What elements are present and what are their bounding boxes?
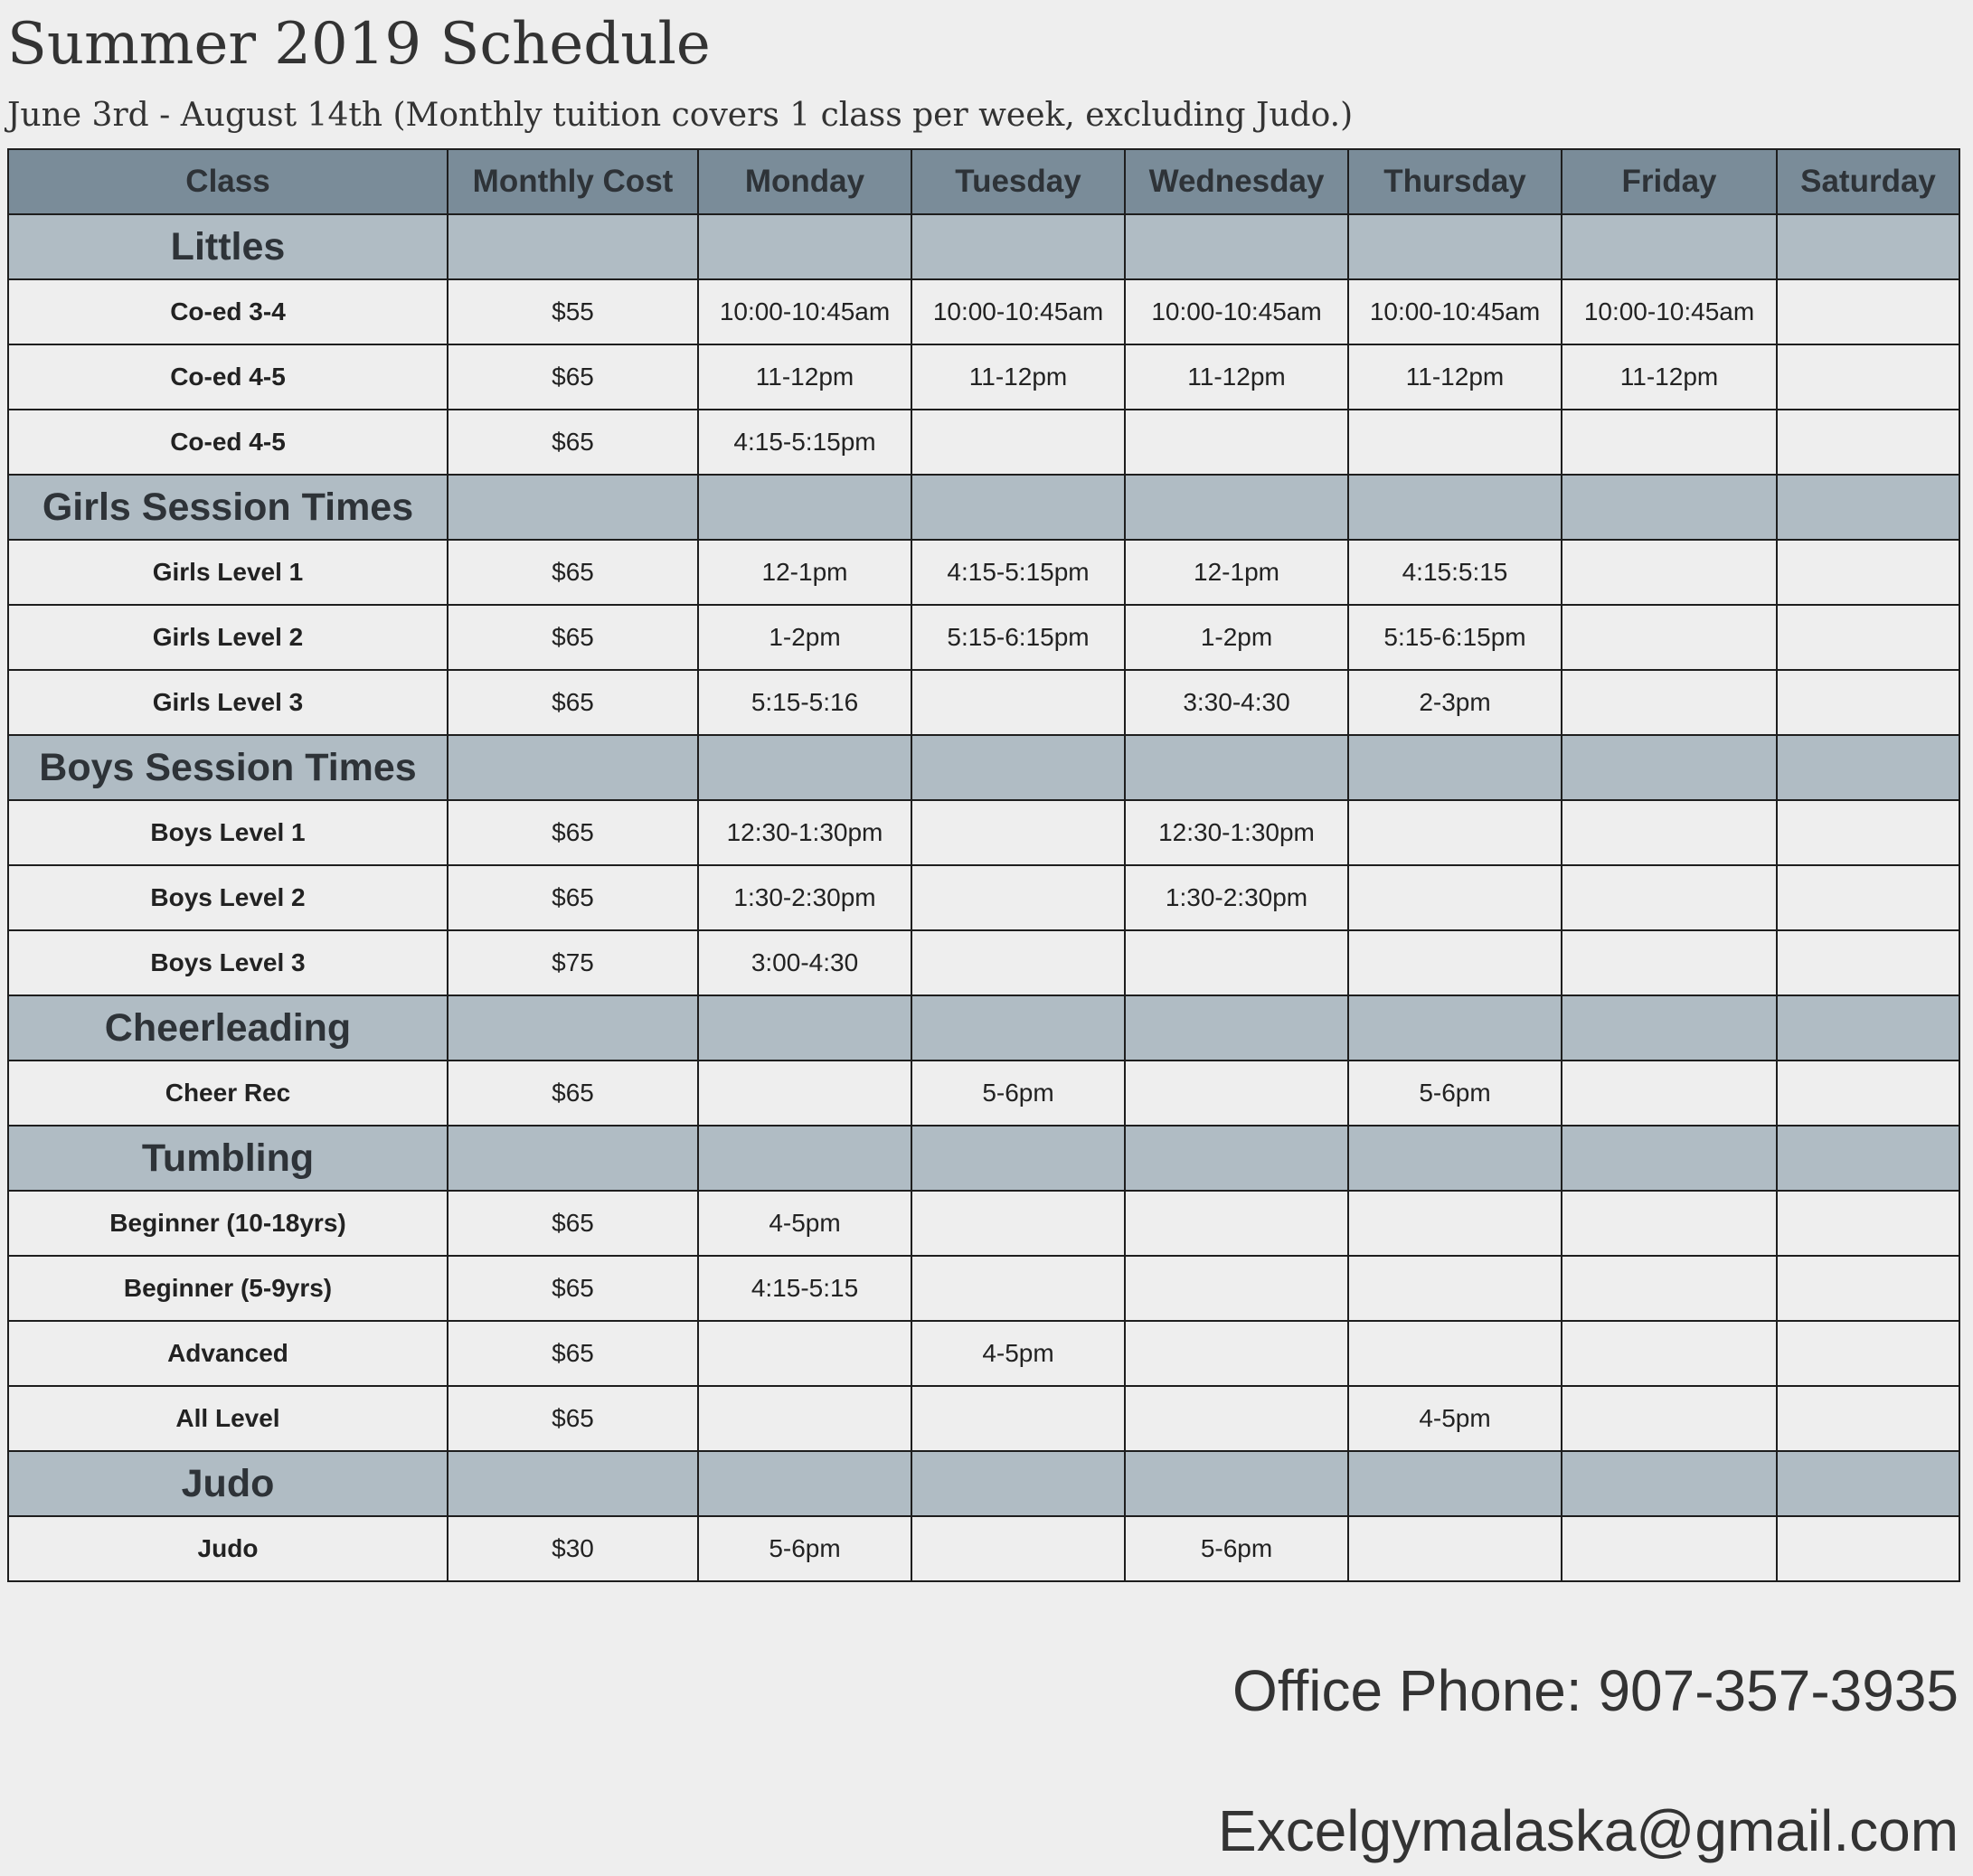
time-cell: 4:15:5:15	[1348, 540, 1562, 605]
column-header-tuesday: Tuesday	[911, 149, 1125, 214]
time-cell	[1125, 1256, 1348, 1321]
section-title: Littles	[8, 214, 448, 279]
section-empty-cell	[1777, 214, 1959, 279]
schedule-table	[7, 148, 1960, 1582]
section-empty-cell	[1125, 735, 1348, 800]
class-name-cell: Advanced	[8, 1321, 448, 1386]
section-empty-cell	[1125, 1126, 1348, 1191]
table-row	[8, 344, 1959, 410]
time-cell: 4:15-5:15	[698, 1256, 911, 1321]
section-empty-cell	[698, 1451, 911, 1516]
time-cell: 1:30-2:30pm	[1125, 865, 1348, 930]
time-cell: 4:15-5:15pm	[911, 540, 1125, 605]
section-empty-cell	[1125, 214, 1348, 279]
class-name-cell: Boys Level 3	[8, 930, 448, 995]
time-cell: 5-6pm	[1348, 1061, 1562, 1126]
column-header-wednesday: Wednesday	[1125, 149, 1348, 214]
table-row	[8, 865, 1959, 930]
table-row	[8, 410, 1959, 475]
class-name-cell: Girls Level 3	[8, 670, 448, 735]
time-cell	[1125, 930, 1348, 995]
section-empty-cell	[448, 1451, 698, 1516]
class-name-cell: Co-ed 4-5	[8, 410, 448, 475]
time-cell: 4:15-5:15pm	[698, 410, 911, 475]
section-empty-cell	[1562, 214, 1777, 279]
table-row	[8, 1386, 1959, 1451]
time-cell: 10:00-10:45am	[1125, 279, 1348, 344]
monthly-cost-cell: $65	[448, 1061, 698, 1126]
section-row	[8, 214, 1959, 279]
office-email: Excelgymalaska@gmail.com	[1218, 1798, 1959, 1863]
section-row	[8, 1126, 1959, 1191]
monthly-cost-cell: $65	[448, 865, 698, 930]
column-header-monthly-cost: Monthly Cost	[448, 149, 698, 214]
time-cell	[1777, 344, 1959, 410]
time-cell	[911, 1516, 1125, 1581]
time-cell: 11-12pm	[698, 344, 911, 410]
table-row	[8, 279, 1959, 344]
header-row	[8, 149, 1959, 214]
class-name-cell: All Level	[8, 1386, 448, 1451]
time-cell	[1562, 1516, 1777, 1581]
time-cell	[698, 1386, 911, 1451]
time-cell: 5:15-5:16	[698, 670, 911, 735]
class-name-cell: Girls Level 1	[8, 540, 448, 605]
section-empty-cell	[448, 475, 698, 540]
column-header-friday: Friday	[1562, 149, 1777, 214]
time-cell	[1562, 1191, 1777, 1256]
schedule-body	[8, 214, 1959, 1581]
time-cell	[1777, 800, 1959, 865]
section-empty-cell	[911, 995, 1125, 1061]
time-cell	[1562, 540, 1777, 605]
section-empty-cell	[698, 735, 911, 800]
time-cell	[1348, 1516, 1562, 1581]
time-cell: 1-2pm	[698, 605, 911, 670]
section-empty-cell	[448, 735, 698, 800]
section-empty-cell	[1562, 1451, 1777, 1516]
monthly-cost-cell: $65	[448, 540, 698, 605]
time-cell	[1777, 540, 1959, 605]
section-empty-cell	[911, 1126, 1125, 1191]
time-cell	[911, 865, 1125, 930]
column-header-thursday: Thursday	[1348, 149, 1562, 214]
monthly-cost-cell: $65	[448, 344, 698, 410]
time-cell: 11-12pm	[1125, 344, 1348, 410]
section-empty-cell	[1562, 735, 1777, 800]
section-title: Cheerleading	[8, 995, 448, 1061]
table-row	[8, 800, 1959, 865]
time-cell	[911, 1386, 1125, 1451]
time-cell	[1777, 670, 1959, 735]
time-cell	[1777, 410, 1959, 475]
time-cell: 5-6pm	[698, 1516, 911, 1581]
class-name-cell: Beginner (10-18yrs)	[8, 1191, 448, 1256]
table-row	[8, 670, 1959, 735]
section-title: Boys Session Times	[8, 735, 448, 800]
table-row	[8, 1191, 1959, 1256]
section-empty-cell	[698, 1126, 911, 1191]
section-empty-cell	[1777, 735, 1959, 800]
class-name-cell: Girls Level 2	[8, 605, 448, 670]
section-empty-cell	[448, 214, 698, 279]
time-cell	[1348, 800, 1562, 865]
section-empty-cell	[698, 214, 911, 279]
section-row	[8, 475, 1959, 540]
time-cell	[1348, 930, 1562, 995]
monthly-cost-cell: $55	[448, 279, 698, 344]
page-subtitle: June 3rd - August 14th (Monthly tuition covers 1 class per week, excluding Judo.)	[7, 97, 1354, 134]
time-cell: 12-1pm	[698, 540, 911, 605]
class-name-cell: Cheer Rec	[8, 1061, 448, 1126]
time-cell: 4-5pm	[911, 1321, 1125, 1386]
table-row	[8, 1061, 1959, 1126]
time-cell	[1562, 1061, 1777, 1126]
time-cell	[1125, 1191, 1348, 1256]
time-cell: 5-6pm	[911, 1061, 1125, 1126]
class-name-cell: Boys Level 1	[8, 800, 448, 865]
time-cell	[1562, 865, 1777, 930]
monthly-cost-cell: $65	[448, 1256, 698, 1321]
time-cell: 12:30-1:30pm	[698, 800, 911, 865]
column-header-class: Class	[8, 149, 448, 214]
time-cell: 10:00-10:45am	[1562, 279, 1777, 344]
time-cell	[1777, 1256, 1959, 1321]
time-cell	[1777, 1191, 1959, 1256]
section-empty-cell	[1348, 1126, 1562, 1191]
monthly-cost-cell: $75	[448, 930, 698, 995]
time-cell	[911, 410, 1125, 475]
section-empty-cell	[1562, 995, 1777, 1061]
table-row	[8, 605, 1959, 670]
table-row	[8, 540, 1959, 605]
monthly-cost-cell: $30	[448, 1516, 698, 1581]
time-cell	[911, 670, 1125, 735]
time-cell	[911, 930, 1125, 995]
section-title: Tumbling	[8, 1126, 448, 1191]
time-cell	[911, 800, 1125, 865]
time-cell	[1562, 605, 1777, 670]
section-empty-cell	[448, 995, 698, 1061]
time-cell: 11-12pm	[1348, 344, 1562, 410]
section-empty-cell	[1777, 1451, 1959, 1516]
class-name-cell: Judo	[8, 1516, 448, 1581]
time-cell	[1777, 1061, 1959, 1126]
section-empty-cell	[1348, 1451, 1562, 1516]
monthly-cost-cell: $65	[448, 1386, 698, 1451]
table-row	[8, 930, 1959, 995]
section-empty-cell	[1348, 214, 1562, 279]
monthly-cost-cell: $65	[448, 800, 698, 865]
section-empty-cell	[911, 475, 1125, 540]
section-empty-cell	[448, 1126, 698, 1191]
section-empty-cell	[1348, 475, 1562, 540]
time-cell	[1777, 930, 1959, 995]
section-empty-cell	[911, 735, 1125, 800]
time-cell	[1777, 865, 1959, 930]
section-empty-cell	[1562, 475, 1777, 540]
time-cell: 2-3pm	[1348, 670, 1562, 735]
time-cell	[1125, 1061, 1348, 1126]
time-cell	[1348, 865, 1562, 930]
time-cell	[1562, 410, 1777, 475]
time-cell	[1348, 1256, 1562, 1321]
section-empty-cell	[1348, 735, 1562, 800]
class-name-cell: Co-ed 4-5	[8, 344, 448, 410]
class-name-cell: Co-ed 3-4	[8, 279, 448, 344]
section-empty-cell	[911, 1451, 1125, 1516]
time-cell	[911, 1256, 1125, 1321]
time-cell	[1562, 1321, 1777, 1386]
monthly-cost-cell: $65	[448, 410, 698, 475]
section-empty-cell	[1125, 995, 1348, 1061]
time-cell	[1777, 279, 1959, 344]
time-cell: 3:00-4:30	[698, 930, 911, 995]
section-empty-cell	[1777, 475, 1959, 540]
table-row	[8, 1321, 1959, 1386]
time-cell: 12-1pm	[1125, 540, 1348, 605]
class-name-cell: Boys Level 2	[8, 865, 448, 930]
section-empty-cell	[1562, 1126, 1777, 1191]
section-empty-cell	[1125, 475, 1348, 540]
time-cell	[1777, 1321, 1959, 1386]
section-empty-cell	[1777, 995, 1959, 1061]
time-cell	[1562, 1386, 1777, 1451]
time-cell	[1125, 1386, 1348, 1451]
time-cell	[1562, 800, 1777, 865]
section-row	[8, 1451, 1959, 1516]
time-cell: 11-12pm	[911, 344, 1125, 410]
section-empty-cell	[698, 475, 911, 540]
time-cell: 10:00-10:45am	[698, 279, 911, 344]
time-cell: 11-12pm	[1562, 344, 1777, 410]
time-cell	[1777, 1386, 1959, 1451]
monthly-cost-cell: $65	[448, 605, 698, 670]
monthly-cost-cell: $65	[448, 1191, 698, 1256]
time-cell	[698, 1061, 911, 1126]
time-cell	[1348, 1191, 1562, 1256]
time-cell	[911, 1191, 1125, 1256]
time-cell: 10:00-10:45am	[911, 279, 1125, 344]
time-cell	[1125, 1321, 1348, 1386]
class-name-cell: Beginner (5-9yrs)	[8, 1256, 448, 1321]
time-cell	[1777, 605, 1959, 670]
column-header-saturday: Saturday	[1777, 149, 1959, 214]
section-row	[8, 735, 1959, 800]
time-cell: 10:00-10:45am	[1348, 279, 1562, 344]
page-title: Summer 2019 Schedule	[7, 11, 711, 78]
time-cell: 5:15-6:15pm	[1348, 605, 1562, 670]
table-row	[8, 1516, 1959, 1581]
section-empty-cell	[698, 995, 911, 1061]
time-cell	[1562, 930, 1777, 995]
time-cell	[1562, 1256, 1777, 1321]
time-cell	[1777, 1516, 1959, 1581]
section-empty-cell	[1125, 1451, 1348, 1516]
section-row	[8, 995, 1959, 1061]
time-cell: 12:30-1:30pm	[1125, 800, 1348, 865]
monthly-cost-cell: $65	[448, 1321, 698, 1386]
column-header-monday: Monday	[698, 149, 911, 214]
time-cell	[1562, 670, 1777, 735]
time-cell: 5-6pm	[1125, 1516, 1348, 1581]
office-phone: Office Phone: 907-357-3935	[1232, 1658, 1959, 1723]
section-empty-cell	[1348, 995, 1562, 1061]
time-cell: 4-5pm	[698, 1191, 911, 1256]
monthly-cost-cell: $65	[448, 670, 698, 735]
time-cell: 4-5pm	[1348, 1386, 1562, 1451]
section-empty-cell	[911, 214, 1125, 279]
time-cell: 1:30-2:30pm	[698, 865, 911, 930]
time-cell	[1125, 410, 1348, 475]
section-title: Girls Session Times	[8, 475, 448, 540]
time-cell: 5:15-6:15pm	[911, 605, 1125, 670]
time-cell	[698, 1321, 911, 1386]
section-title: Judo	[8, 1451, 448, 1516]
time-cell: 1-2pm	[1125, 605, 1348, 670]
section-empty-cell	[1777, 1126, 1959, 1191]
time-cell	[1348, 410, 1562, 475]
time-cell: 3:30-4:30	[1125, 670, 1348, 735]
time-cell	[1348, 1321, 1562, 1386]
table-row	[8, 1256, 1959, 1321]
